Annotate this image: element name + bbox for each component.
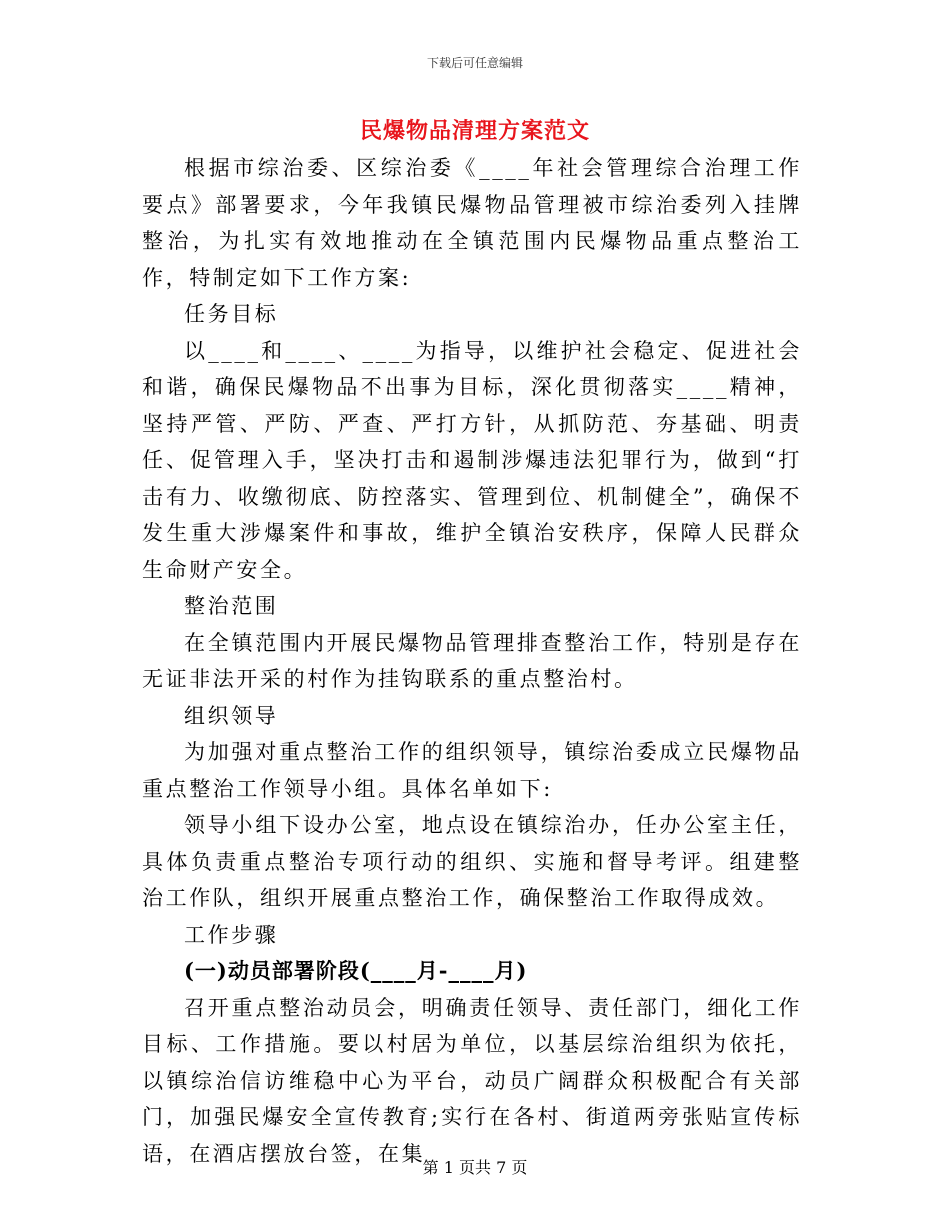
heading-task-goal: 任务目标 [184, 302, 279, 326]
heading-leadership: 组织领导 [184, 703, 279, 728]
paragraph-mobilization: 召开重点整治动员会，明确责任领导、责任部门，细化工作目标、工作措施。要以村居为单位，以基层综治组织为依托，以镇综治信访维稳中心为平台，动员广阔群众积极配合有关部门，加强民爆安全宣传教育;实行在各村、街道两旁张贴宣传标语，在酒店摆放台签，在集 [142, 995, 802, 1166]
paragraph-intro: 根据市综治委、区综治委《____年社会管理综合治理工作要点》部署要求，今年我镇民爆物品管理被市综治委列入挂牌整治，为扎实有效地推动在全镇范围内民爆物品重点整治工作，特制定如下工作方案: [142, 156, 802, 290]
paragraph-office: 领导小组下设办公室，地点设在镇综治办，任办公室主任，具体负责重点整治专项行动的组织、实施和督导考评。组建整治工作队，组织开展重点整治工作，确保整治工作取得成效。 [142, 813, 802, 910]
document-title: 民爆物品清理方案范文 [359, 118, 590, 144]
paragraph-scope: 在全镇范围内开展民爆物品管理排查整治工作，特别是存在无证非法开采的村作为挂钩联系的重点整治村。 [142, 630, 802, 691]
paragraph-task-goal: 以____和____、____为指导，以维护社会稳定、促进社会和谐，确保民爆物品不出事为目标，深化贯彻落实____精神，坚持严管、严防、严查、严打方针，从抓防范、夯基础、明责任、促管理入手，坚决打击和遏制涉爆违法犯罪行为，做到“打击有力、收缴彻底、防控落实、管理到位、机制健全”，确保不发生重大涉爆案件和事故，维护全镇治安秩序，保障人民群众生命财产安全。 [142, 338, 802, 582]
heading-scope: 整治范围 [184, 594, 279, 618]
heading-mobilization-stage: (一)动员部署阶段(____月-____月) [184, 958, 528, 983]
heading-work-steps: 工作步骤 [184, 922, 279, 947]
page-number: 第 1 页共 7 页 [422, 1158, 528, 1177]
paragraph-leadership: 为加强对重点整治工作的组织领导，镇综治委成立民爆物品重点整治工作领导小组。具体名单如下: [142, 740, 802, 801]
document-body [142, 150, 802, 1172]
header-note: 下载后可任意编辑 [426, 56, 523, 70]
